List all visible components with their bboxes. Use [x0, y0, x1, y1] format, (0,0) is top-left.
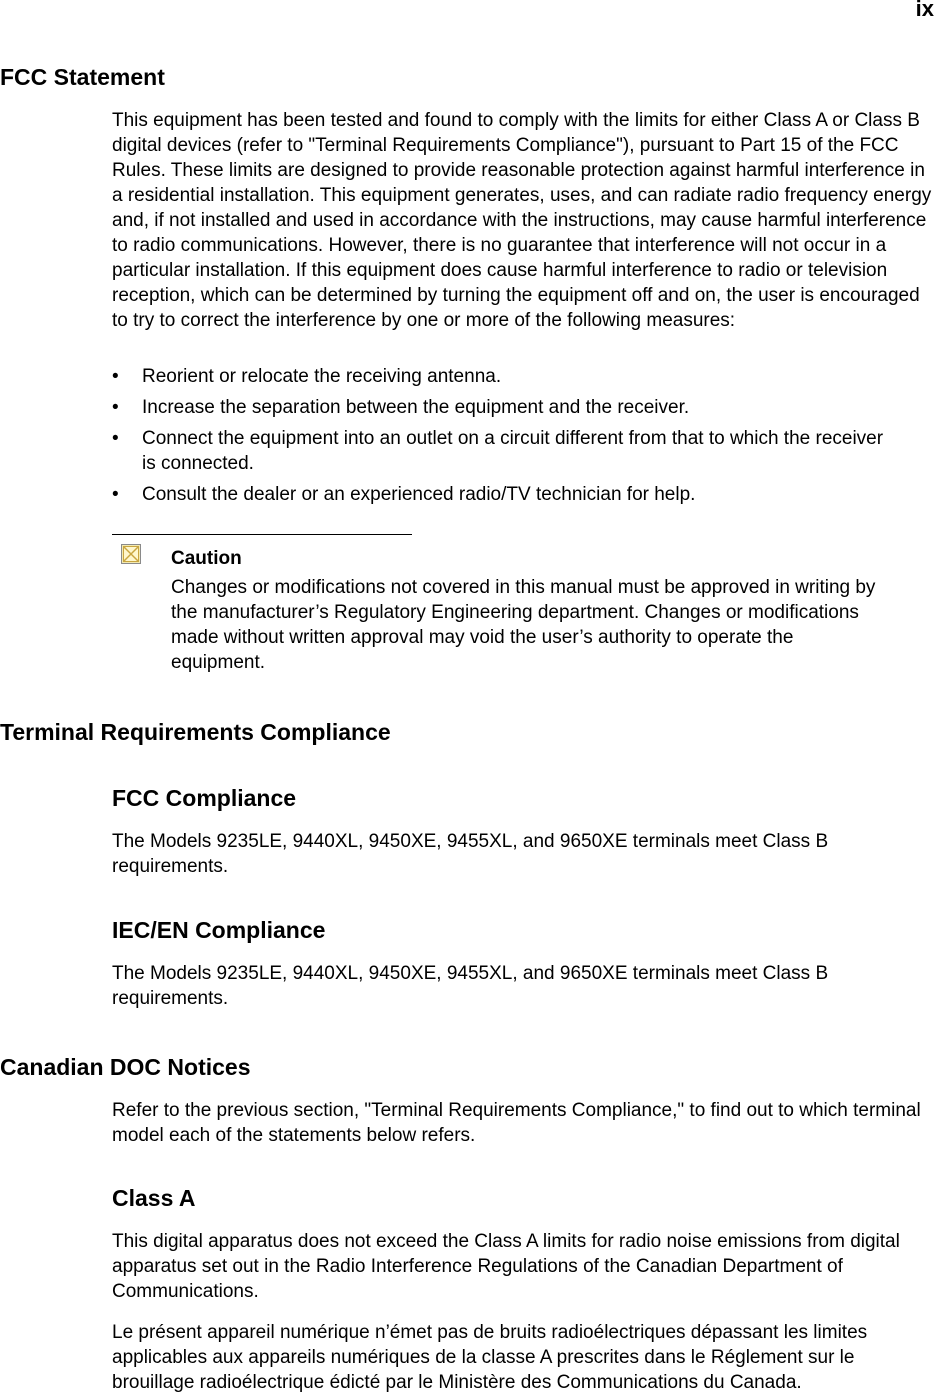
class-a-body-fr: Le présent appareil numérique n’émet pas de bruits radioélectriques dépassant les limites applicables aux appareils numériques de la classe A prescrites dans le Réglement sur le brouillage radioélectrique édicté par le Ministère des Communications du Canada. — [112, 1322, 868, 1393]
list-item — [112, 426, 892, 476]
measure-text: Reorient or relocate the receiving antenna. — [142, 366, 502, 387]
fcc-statement-heading: FCC Statement — [0, 64, 165, 90]
caution-divider — [112, 534, 412, 535]
bullet: • — [112, 484, 119, 505]
list-item — [112, 482, 892, 507]
page-number: ix — [915, 0, 934, 21]
bullet: • — [112, 366, 119, 387]
class-a-heading: Class A — [112, 1185, 196, 1211]
bullet: • — [112, 428, 119, 449]
iec-en-compliance-heading: IEC/EN Compliance — [112, 917, 326, 943]
class-a-body-en: This digital apparatus does not exceed the Class A limits for radio noise emissions from digital apparatus set out in the Radio Interference Regulations of the Canadian Department of Communications. — [112, 1231, 900, 1302]
list-item — [112, 395, 892, 420]
measure-text: Consult the dealer or an experienced radio/TV technician for help. — [142, 484, 696, 505]
broken-image-icon — [121, 544, 141, 564]
canadian-doc-intro: Refer to the previous section, "Terminal Requirements Compliance," to find out to which terminal model each of the statements below refers. — [112, 1100, 921, 1146]
terminal-requirements-heading: Terminal Requirements Compliance — [0, 719, 391, 745]
bullet: • — [112, 397, 119, 418]
fcc-measures-list — [112, 364, 892, 513]
canadian-doc-heading: Canadian DOC Notices — [0, 1054, 251, 1080]
fcc-compliance-heading: FCC Compliance — [112, 785, 297, 811]
caution-heading: Caution — [171, 548, 242, 569]
measure-text: Connect the equipment into an outlet on a circuit different from that to which the receiver is connected. — [142, 428, 884, 474]
fcc-statement-body: This equipment has been tested and found to comply with the limits for either Class A or Class B digital devices (refer to "Terminal Requirements Compliance"), pursuant to Part 15 of the FCC Rules. These limits are designed to provide reasonable protection against harmful interference in a residential installation. This equipment generates, uses, and can radiate radio frequency energy and, if not installed and used in accordance with the instructions, may cause harmful interference to radio communications. However, there is no guarantee that interference will not occur in a particular installation. If this equipment does cause harmful interference to radio or television reception, which can be determined by turning the equipment off and on, the user is encouraged to try to correct the interference by one or more of the following measures: — [112, 110, 932, 331]
iec-en-compliance-body: The Models 9235LE, 9440XL, 9450XE, 9455XL, and 9650XE terminals meet Class B requirements. — [112, 963, 829, 1009]
list-item — [112, 364, 892, 389]
caution-body: Changes or modifications not covered in this manual must be approved in writing by the manufacturer’s Regulatory Engineering department. Changes or modifications made without written approval may void the user’s authority to operate the equipment. — [171, 577, 876, 673]
fcc-compliance-body: The Models 9235LE, 9440XL, 9450XE, 9455XL, and 9650XE terminals meet Class B requirements. — [112, 831, 829, 877]
measure-text: Increase the separation between the equipment and the receiver. — [142, 397, 690, 418]
